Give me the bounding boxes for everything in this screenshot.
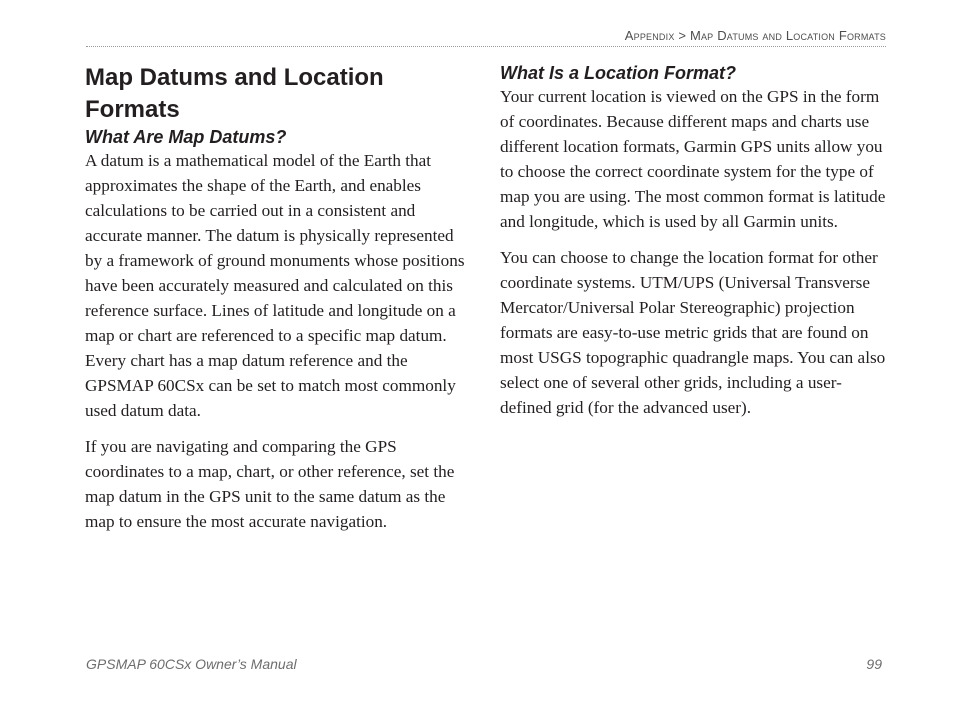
page-number: 99 xyxy=(866,656,882,672)
subheading-location-format: What Is a Location Format? xyxy=(500,63,737,83)
paragraph-datum-definition: A datum is a mathematical model of the Earth that approximates the shape of the Earth, and enables calculations to be carried out in a consistent and accurate manner. The datum is physically represented by a framework of ground monuments whose positions have been accurately measured and calculated on this reference surface. Lines of latitude and longitude on a map or chart are referenced to a specific map datum. Every chart has a map datum reference and the GPSMAP 60CSx can be set to match most commonly used datum data. xyxy=(85,151,465,420)
page-footer xyxy=(86,656,882,672)
paragraph-location-format-change: You can choose to change the location format for other coordinate systems. UTM/UPS (Universal Transverse Mercator/Universal Polar Stereographic) projection formats are easy-to-use metric grids that are found on most USGS topographic quadrangle maps. You can also select one of several other grids, including a user-defined grid (for the advanced user). xyxy=(500,248,886,417)
page-header-breadcrumb: Appendix > Map Datums and Location Formats xyxy=(86,26,886,47)
subheading-map-datums: What Are Map Datums? xyxy=(85,127,287,147)
left-column xyxy=(85,62,470,545)
paragraph-location-format-intro: Your current location is viewed on the GPS in the form of coordinates. Because different maps and charts use different location formats, Garmin GPS units allow you to choose the correct coordinate system for the type of map you are using. The most common format is latitude and longitude, which is used by all Garmin units. xyxy=(500,87,886,231)
paragraph-datum-navigation: If you are navigating and comparing the GPS coordinates to a map, chart, or other reference, set the map datum in the GPS unit to the same datum as the map to ensure the most accurate navigation. xyxy=(85,437,455,531)
right-column xyxy=(500,62,890,431)
manual-name: GPSMAP 60CSx Owner’s Manual xyxy=(86,656,297,672)
section-title: Map Datums and Location Formats xyxy=(85,64,384,123)
